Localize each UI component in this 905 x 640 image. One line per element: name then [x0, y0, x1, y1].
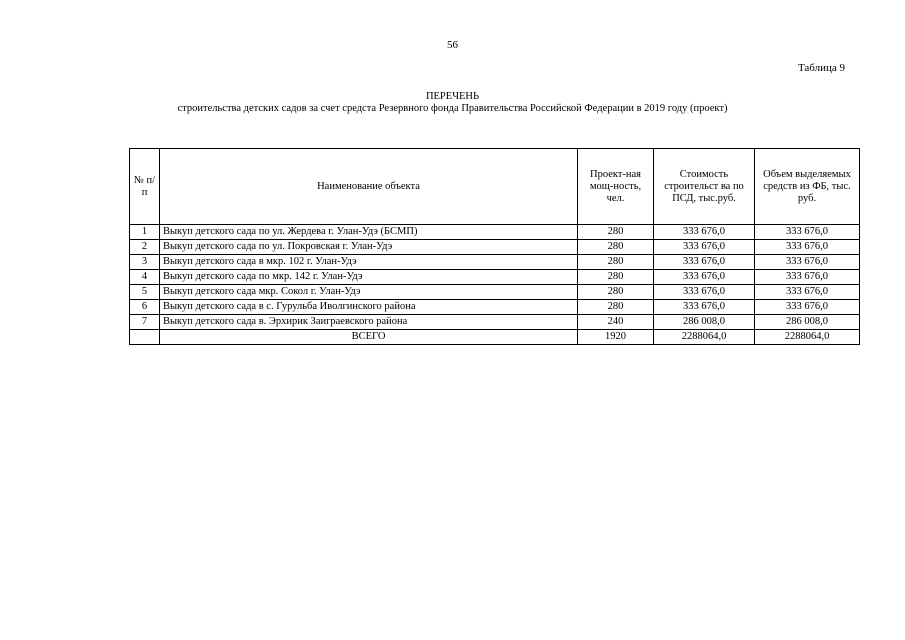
header-object-name: Наименование объекта [160, 149, 578, 225]
row-object-name: Выкуп детского сада в. Эрхирик Заиграевского района [160, 315, 578, 330]
table-row [130, 270, 860, 285]
row-object-name: Выкуп детского сада мкр. Сокол г. Улан-Удэ [160, 285, 578, 300]
total-number-empty [130, 330, 160, 345]
row-number: 7 [130, 315, 160, 330]
row-capacity: 280 [578, 255, 654, 270]
total-label: ВСЕГО [160, 330, 578, 345]
table-row [130, 240, 860, 255]
total-fund: 2288064,0 [755, 330, 860, 345]
table-label: Таблица 9 [797, 62, 845, 74]
row-number: 4 [130, 270, 160, 285]
row-object-name: Выкуп детского сада по ул. Покровская г. Улан-Удэ [160, 240, 578, 255]
page-number: 56 [447, 39, 458, 51]
row-cost: 333 676,0 [654, 300, 755, 315]
table-total-row [130, 330, 860, 345]
row-fund: 333 676,0 [755, 225, 860, 240]
row-number: 5 [130, 285, 160, 300]
header-federal-funds: Объем выделяемых средств из ФБ, тыс. руб. [755, 149, 860, 225]
row-capacity: 280 [578, 300, 654, 315]
row-capacity: 280 [578, 285, 654, 300]
table-header-row [130, 149, 860, 225]
row-fund: 333 676,0 [755, 300, 860, 315]
kindergarten-construction-table [129, 148, 860, 345]
row-object-name: Выкуп детского сада в с. Гурульба Иволгинского района [160, 300, 578, 315]
table-row [130, 315, 860, 330]
row-cost: 333 676,0 [654, 270, 755, 285]
row-object-name: Выкуп детского сада по мкр. 142 г. Улан-Удэ [160, 270, 578, 285]
row-cost: 333 676,0 [654, 255, 755, 270]
row-object-name: Выкуп детского сада по ул. Жердева г. Улан-Удэ (БСМП) [160, 225, 578, 240]
row-capacity: 280 [578, 240, 654, 255]
header-construction-cost: Стоимость строительст ва по ПСД, тыс.руб. [654, 149, 755, 225]
table-row [130, 225, 860, 240]
row-capacity: 280 [578, 270, 654, 285]
table-row [130, 285, 860, 300]
row-object-name: Выкуп детского сада в мкр. 102 г. Улан-Удэ [160, 255, 578, 270]
row-number: 6 [130, 300, 160, 315]
table-row [130, 255, 860, 270]
total-capacity: 1920 [578, 330, 654, 345]
row-number: 3 [130, 255, 160, 270]
row-fund: 333 676,0 [755, 270, 860, 285]
header-number: № п/п [130, 149, 160, 225]
row-fund: 286 008,0 [755, 315, 860, 330]
row-capacity: 240 [578, 315, 654, 330]
row-cost: 333 676,0 [654, 240, 755, 255]
row-capacity: 280 [578, 225, 654, 240]
row-cost: 333 676,0 [654, 225, 755, 240]
row-fund: 333 676,0 [755, 240, 860, 255]
header-capacity: Проект-ная мощ-ность, чел. [578, 149, 654, 225]
row-cost: 286 008,0 [654, 315, 755, 330]
row-cost: 333 676,0 [654, 285, 755, 300]
row-fund: 333 676,0 [755, 255, 860, 270]
row-number: 2 [130, 240, 160, 255]
table-row [130, 300, 860, 315]
document-title: ПЕРЕЧЕНЬ [425, 91, 480, 102]
row-fund: 333 676,0 [755, 285, 860, 300]
row-number: 1 [130, 225, 160, 240]
document-subtitle: строительства детских садов за счет средста Резервного фонда Правительства Российской Федерации в 2019 году (проект) [177, 103, 728, 114]
total-cost: 2288064,0 [654, 330, 755, 345]
